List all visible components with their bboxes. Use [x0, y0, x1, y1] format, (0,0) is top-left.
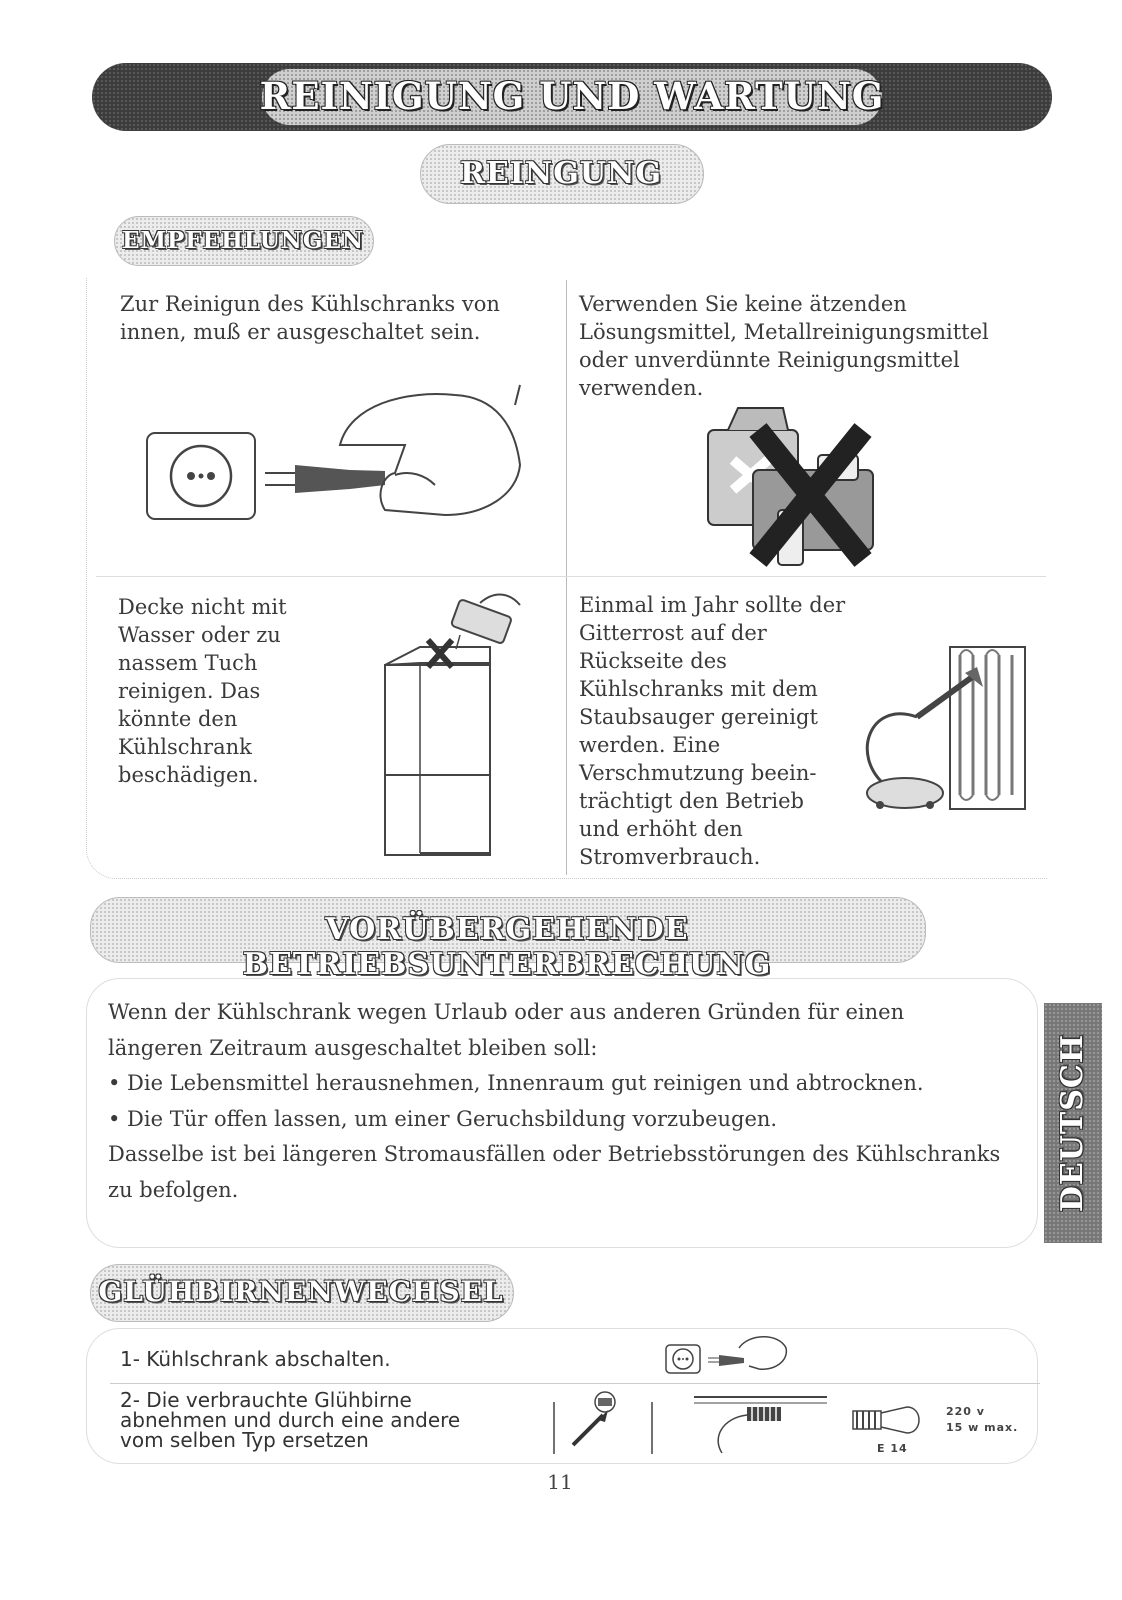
vacuum-grid-illustration: [855, 645, 1030, 815]
cell-unplug-text: Zur Reinigun des Kühlschranks von innen, muß er ausgeschaltet sein.: [120, 292, 500, 344]
main-header-banner: [92, 63, 1052, 131]
cell-no-solvents-text: Verwenden Sie keine ätzenden Lösungsmittel, Metallreinigungsmittel oder unverdünnte Reinigungsmittel verwenden.: [579, 292, 989, 400]
gluehbirne-step2: 2- Die verbrauchte Glühbirne abnehmen und durch eine andere vom selben Typ ersetzen: [120, 1388, 461, 1452]
empfehlungen-title: EMPFEHLUNGEN: [121, 227, 365, 254]
page-number: 11: [547, 1470, 573, 1494]
bulb-voltage-label: 220 v: [946, 1405, 985, 1418]
page-title: REINIGUNG UND WARTUNG: [259, 74, 885, 118]
cell-grid-cleaning-text: Einmal im Jahr sollte der Gitterrost auf der Rückseite des Kühlschranks mit dem Staubsauger gereinigt werden. Eine Verschmutzung beein- trächtigt den Betrieb und erhöht den Stromverbrauch.: [579, 593, 846, 869]
bulb-socket-label: E 14: [877, 1442, 908, 1455]
grid-divider-horizontal: [96, 576, 1046, 577]
unplug-illustration: [145, 385, 545, 535]
bulb-e14-icon: [847, 1401, 927, 1441]
gluehbirne-title: GLÜHBIRNENWECHSEL: [98, 1275, 504, 1308]
bulb-replacement-icon: [692, 1393, 832, 1463]
bulb-power-label: 15 w max.: [946, 1421, 1019, 1434]
cover-removal-icon: [548, 1390, 658, 1460]
language-side-tab-label: DEUTSCH: [1055, 1033, 1090, 1213]
section-reinigung-title: REINGUNG: [459, 156, 663, 191]
gluehbirne-divider: [110, 1383, 1040, 1384]
no-solvents-illustration: [698, 400, 883, 575]
cell-no-water-text: Decke nicht mit Wasser oder zu nassem Tuch reinigen. Das könnte den Kühlschrank beschädigen.: [118, 595, 287, 787]
gluehbirne-step1: 1- Kühlschrank abschalten.: [120, 1347, 391, 1371]
step1-unplug-icon: [664, 1333, 794, 1379]
fridge-no-water-illustration: [380, 585, 530, 860]
grid-divider-vertical: [566, 280, 567, 875]
unterbrechung-text: Wenn der Kühlschrank wegen Urlaub oder aus anderen Gründen für einen längeren Zeitraum ausgeschaltet bleiben soll: • Die Lebensmittel herausnehmen, Innenraum gut reinigen und abtrocknen. • Die Tür offen lassen, um einer Geruchsbildung vorzubeugen. Dasselbe ist bei längeren Stromausfällen oder Betriebsstörungen des Kühlschranks zu befolgen.: [108, 1000, 1001, 1202]
unterbrechung-title: VORÜBERGEHENDE BETRIEBSUNTERBRECHUNG: [242, 912, 772, 982]
